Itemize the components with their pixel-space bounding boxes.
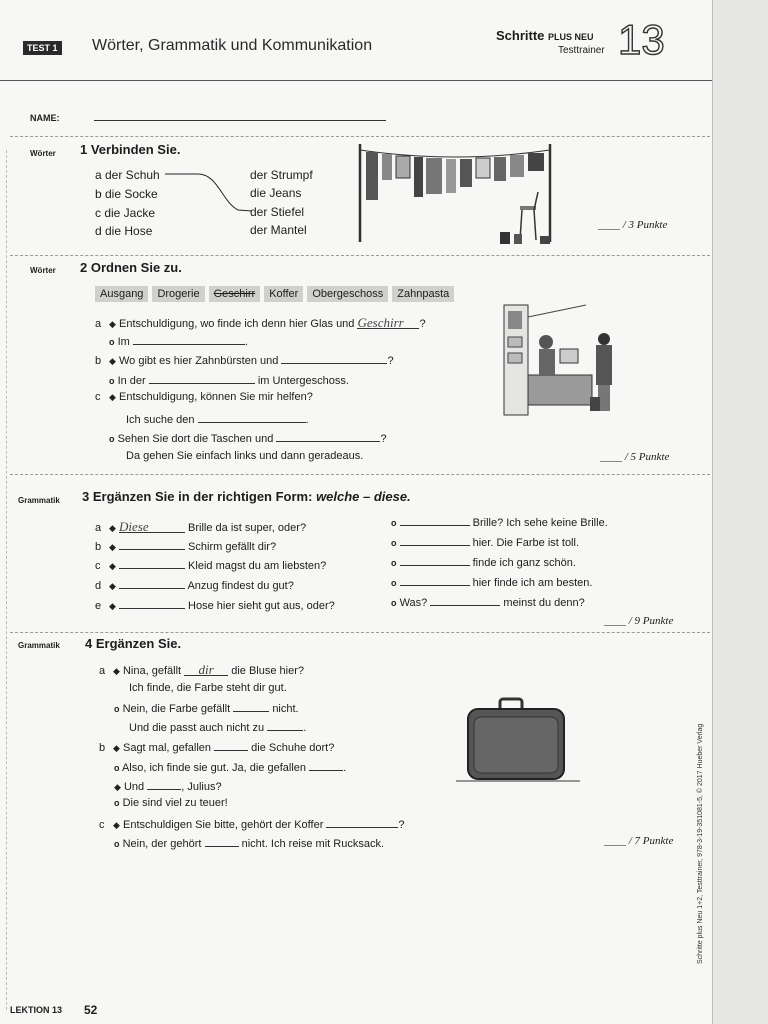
s4-line: o Die sind viel zu teuer!	[114, 797, 228, 809]
answer-blank[interactable]	[400, 575, 470, 586]
section2-points: ____ / 5 Punkte	[600, 451, 670, 463]
connecting-line	[160, 170, 255, 216]
s4-line: ◆ Und , Julius?	[114, 781, 222, 793]
answer-blank[interactable]	[430, 595, 500, 606]
brand-name: Schritte	[496, 28, 545, 43]
section4-points: ____ / 7 Punkte	[604, 835, 674, 847]
s4-line: o Nein, der gehört nicht. Ich reise mit Rucksack.	[114, 838, 385, 850]
suitcase-illustration	[456, 697, 582, 785]
word-box-item: Ausgang	[95, 286, 148, 302]
s3-left-row: a ◆ Diese Brille da ist super, oder?	[95, 519, 307, 534]
divider	[10, 136, 710, 137]
section1-category: Wörter	[30, 149, 56, 158]
answer-blank[interactable]	[281, 353, 387, 364]
s4-line: b ◆ Sagt mal, gefallen die Schuhe dort?	[99, 742, 335, 754]
s3-right-row: o hier. Die Farbe ist toll.	[391, 537, 579, 549]
section4-category: Grammatik	[18, 641, 60, 650]
answer-blank[interactable]	[119, 578, 185, 589]
word-box-item: Koffer	[264, 286, 303, 302]
section1-left-item: d die Hose	[95, 224, 153, 238]
s4-line: Und die passt auch nicht zu .	[129, 722, 307, 734]
answer-blank[interactable]	[400, 555, 470, 566]
s3-left-row: d ◆ Anzug findest du gut?	[95, 580, 294, 592]
answer-field[interactable]: Diese	[119, 519, 185, 533]
section3-category: Grammatik	[18, 496, 60, 505]
copyright-note: Schritte plus Neu 1+2, Testtrainer, 978-3-19-351081-5, © 2017 Hueber Verlag	[697, 723, 704, 964]
chapter-number: 13	[618, 16, 665, 63]
section3-points: ____ / 9 Punkte	[604, 615, 674, 627]
answer-field[interactable]: dir	[184, 662, 228, 676]
answer-blank[interactable]	[119, 558, 185, 569]
page-title: Wörter, Grammatik und Kommunikation	[92, 37, 373, 54]
answer-blank[interactable]	[198, 412, 306, 423]
answer-blank[interactable]	[119, 539, 185, 550]
answer-blank[interactable]	[147, 779, 181, 790]
word-box	[95, 284, 458, 302]
answer-blank[interactable]	[233, 701, 269, 712]
divider	[10, 255, 710, 256]
answer-blank[interactable]	[276, 431, 380, 442]
header-rule	[0, 80, 712, 81]
s4-line: o Also, ich finde sie gut. Ja, die gefallen .	[114, 762, 347, 774]
s3-right-row: o finde ich ganz schön.	[391, 557, 576, 569]
section4-title: 4 Ergänzen Sie.	[85, 636, 182, 651]
divider	[10, 474, 710, 475]
brand-subtitle: Testtrainer	[558, 45, 605, 56]
page-edge	[712, 0, 768, 1024]
s4-line: o Nein, die Farbe gefällt nicht.	[114, 703, 299, 715]
section1-left-item: c die Jacke	[95, 206, 156, 220]
answer-blank[interactable]	[214, 740, 248, 751]
s2-line-c3: o Sehen Sie dort die Taschen und ?	[109, 433, 387, 445]
s4-line: a ◆ Nina, gefällt dir die Bluse hier?	[99, 662, 304, 677]
answer-blank[interactable]	[326, 817, 398, 828]
s2-line-c4: Da gehen Sie einfach links und dann geradeaus.	[126, 450, 364, 462]
s2-line-b1: b ◆ Wo gibt es hier Zahnbürsten und ?	[95, 355, 394, 367]
section1-title: 1 Verbinden Sie.	[80, 142, 181, 157]
s2-line-c2: Ich suche den .	[126, 414, 309, 426]
section3-title: 3 Ergänzen Sie in der richtigen Form: welche – diese.	[82, 489, 411, 504]
s2-line-b2: o In der im Untergeschoss.	[109, 375, 349, 387]
brand-suffix: PLUS NEU	[548, 32, 594, 42]
answer-blank[interactable]	[267, 720, 303, 731]
s3-right-row: o hier finde ich am besten.	[391, 577, 593, 589]
section1-left-item: b die Socke	[95, 187, 158, 201]
divider	[10, 632, 710, 633]
answer-field[interactable]: Geschirr	[357, 315, 419, 329]
answer-blank[interactable]	[400, 535, 470, 546]
s3-left-row: b ◆ Schirm gefällt dir?	[95, 541, 277, 553]
lesson-label: LEKTION 13	[10, 1005, 63, 1015]
s4-line: c ◆ Entschuldigen Sie bitte, gehört der Koffer ?	[99, 819, 405, 831]
section1-right-item: der Stiefel	[250, 205, 305, 219]
answer-blank[interactable]	[400, 515, 470, 526]
answer-blank[interactable]	[149, 373, 255, 384]
s3-left-row: e ◆ Hose hier sieht gut aus, oder?	[95, 600, 335, 612]
page-number: 52	[84, 1003, 98, 1017]
section1-right-item: die Jeans	[250, 186, 302, 200]
s3-right-row: o Brille? Ich sehe keine Brille.	[391, 517, 608, 529]
answer-blank[interactable]	[205, 836, 239, 847]
s2-line-a1: a ◆ Entschuldigung, wo finde ich denn hier Glas und Geschirr ?	[95, 315, 426, 330]
word-box-item: Zahnpasta	[392, 286, 454, 302]
section3-title-italic: welche – diese.	[316, 489, 411, 504]
section1-left-item: a der Schuh	[95, 168, 160, 182]
answer-blank[interactable]	[309, 760, 343, 771]
brand	[496, 28, 594, 43]
section1-right-item: der Mantel	[250, 223, 307, 237]
word-box-item: Drogerie	[152, 286, 204, 302]
s3-left-row: c ◆ Kleid magst du am liebsten?	[95, 560, 327, 572]
left-margin-line	[6, 150, 7, 1010]
test-badge: TEST 1	[23, 41, 62, 55]
answer-blank[interactable]	[133, 334, 245, 345]
clothesline-illustration	[352, 140, 558, 256]
word-box-item: Obergeschoss	[307, 286, 388, 302]
name-line[interactable]	[94, 120, 386, 121]
store-illustration	[496, 297, 622, 425]
section1-right-item: der Strumpf	[250, 168, 313, 182]
name-label: NAME:	[30, 113, 60, 123]
section1-points: ____ / 3 Punkte	[598, 219, 668, 231]
section2-title: 2 Ordnen Sie zu.	[80, 260, 182, 275]
s2-line-a2: o Im .	[109, 336, 248, 348]
word-box-item: Geschirr	[209, 286, 261, 302]
s2-line-c1: c ◆ Entschuldigung, können Sie mir helfen?	[95, 391, 313, 403]
answer-blank[interactable]	[119, 598, 185, 609]
s4-line: Ich finde, die Farbe steht dir gut.	[129, 682, 287, 694]
s3-right-row: o Was? meinst du denn?	[391, 597, 585, 609]
section2-category: Wörter	[30, 266, 56, 275]
